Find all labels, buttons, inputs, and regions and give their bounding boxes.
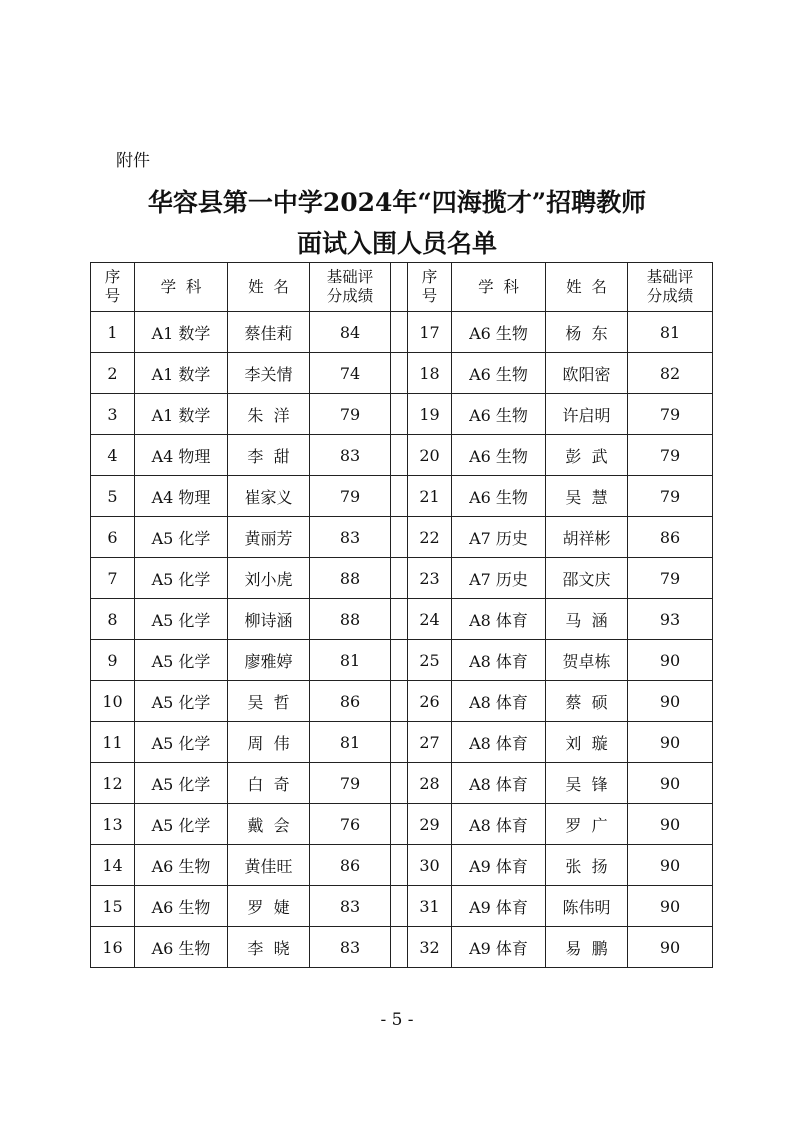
cell-subject: A8 体育 — [452, 804, 546, 845]
header-score-top: 基础评 — [326, 268, 374, 286]
cell-name: 吴 慧 — [546, 476, 628, 517]
column-gap — [391, 394, 408, 435]
header-name: 姓 名 — [546, 263, 628, 312]
cell-name: 蔡佳莉 — [228, 312, 310, 353]
cell-score: 74 — [310, 353, 391, 394]
table-row — [91, 476, 713, 517]
cell-score: 90 — [628, 640, 713, 681]
cell-name: 蔡 硕 — [546, 681, 628, 722]
header-seq-top: 序 — [104, 268, 121, 286]
cell-name: 李 甜 — [228, 435, 310, 476]
cell-name: 陈伟明 — [546, 886, 628, 927]
cell-subject: A6 生物 — [135, 886, 228, 927]
header-seq-top: 序 — [421, 268, 438, 286]
cell-subject: A5 化学 — [135, 558, 228, 599]
table-row — [91, 394, 713, 435]
column-gap — [391, 558, 408, 599]
column-gap — [391, 640, 408, 681]
cell-score: 79 — [310, 394, 391, 435]
cell-subject: A8 体育 — [452, 599, 546, 640]
cell-subject: A9 体育 — [452, 845, 546, 886]
cell-name: 吴 锋 — [546, 763, 628, 804]
cell-score: 81 — [310, 640, 391, 681]
cell-seq: 13 — [91, 804, 135, 845]
cell-subject: A6 生物 — [452, 353, 546, 394]
cell-score: 79 — [628, 394, 713, 435]
header-score-bottom: 分成绩 — [646, 287, 694, 305]
cell-seq: 30 — [408, 845, 452, 886]
cell-seq: 24 — [408, 599, 452, 640]
header-score-bottom: 分成绩 — [326, 287, 374, 305]
table-row — [91, 927, 713, 968]
cell-subject: A8 体育 — [452, 722, 546, 763]
cell-score: 90 — [628, 722, 713, 763]
cell-name: 崔家义 — [228, 476, 310, 517]
cell-name: 彭 武 — [546, 435, 628, 476]
cell-subject: A5 化学 — [135, 763, 228, 804]
cell-score: 76 — [310, 804, 391, 845]
cell-name: 廖雅婷 — [228, 640, 310, 681]
cell-subject: A6 生物 — [135, 845, 228, 886]
header-seq — [91, 263, 135, 312]
cell-score: 83 — [310, 517, 391, 558]
cell-score: 79 — [628, 558, 713, 599]
cell-subject: A1 数学 — [135, 312, 228, 353]
cell-name: 黄佳旺 — [228, 845, 310, 886]
table-body — [91, 312, 713, 968]
cell-subject: A6 生物 — [452, 476, 546, 517]
cell-subject: A5 化学 — [135, 640, 228, 681]
cell-name: 许启明 — [546, 394, 628, 435]
page-title-line1: 华容县第一中学2024年“四海揽才”招聘教师 — [147, 188, 647, 217]
cell-score: 79 — [310, 763, 391, 804]
cell-seq: 31 — [408, 886, 452, 927]
header-score-top: 基础评 — [646, 268, 694, 286]
cell-name: 欧阳密 — [546, 353, 628, 394]
cell-score: 79 — [628, 476, 713, 517]
cell-subject: A1 数学 — [135, 353, 228, 394]
cell-name: 黄丽芳 — [228, 517, 310, 558]
column-gap — [391, 886, 408, 927]
cell-score: 90 — [628, 927, 713, 968]
cell-name: 柳诗涵 — [228, 599, 310, 640]
cell-score: 82 — [628, 353, 713, 394]
cell-seq: 9 — [91, 640, 135, 681]
header-seq-bottom: 号 — [421, 287, 438, 305]
cell-seq: 23 — [408, 558, 452, 599]
cell-score: 79 — [310, 476, 391, 517]
cell-subject: A6 生物 — [452, 435, 546, 476]
cell-seq: 16 — [91, 927, 135, 968]
column-gap — [391, 681, 408, 722]
cell-score: 90 — [628, 886, 713, 927]
cell-seq: 3 — [91, 394, 135, 435]
cell-subject: A6 生物 — [135, 927, 228, 968]
cell-subject: A8 体育 — [452, 640, 546, 681]
cell-seq: 10 — [91, 681, 135, 722]
cell-score: 90 — [628, 804, 713, 845]
header-seq — [408, 263, 452, 312]
table-row — [91, 804, 713, 845]
table-row — [91, 353, 713, 394]
table-row — [91, 845, 713, 886]
column-gap — [391, 353, 408, 394]
cell-score: 79 — [628, 435, 713, 476]
annex-label: 附件 — [116, 151, 150, 171]
cell-name: 戴 会 — [228, 804, 310, 845]
header-score — [310, 263, 391, 312]
table-row — [91, 435, 713, 476]
cell-name: 刘小虎 — [228, 558, 310, 599]
table-row — [91, 681, 713, 722]
table-row — [91, 599, 713, 640]
header-score — [628, 263, 713, 312]
header-subject: 学 科 — [452, 263, 546, 312]
table-row — [91, 722, 713, 763]
cell-name: 李 晓 — [228, 927, 310, 968]
cell-seq: 2 — [91, 353, 135, 394]
cell-score: 90 — [628, 763, 713, 804]
table-row — [91, 886, 713, 927]
cell-name: 杨 东 — [546, 312, 628, 353]
cell-subject: A8 体育 — [452, 763, 546, 804]
cell-score: 88 — [310, 599, 391, 640]
cell-name: 邵文庆 — [546, 558, 628, 599]
cell-subject: A5 化学 — [135, 681, 228, 722]
cell-subject: A6 生物 — [452, 394, 546, 435]
cell-name: 朱 洋 — [228, 394, 310, 435]
header-seq-bottom: 号 — [104, 287, 121, 305]
cell-seq: 11 — [91, 722, 135, 763]
cell-subject: A4 物理 — [135, 476, 228, 517]
cell-seq: 8 — [91, 599, 135, 640]
cell-name: 胡祥彬 — [546, 517, 628, 558]
cell-seq: 28 — [408, 763, 452, 804]
column-gap — [391, 599, 408, 640]
cell-subject: A7 历史 — [452, 558, 546, 599]
header-subject: 学 科 — [135, 263, 228, 312]
cell-seq: 25 — [408, 640, 452, 681]
cell-subject: A9 体育 — [452, 886, 546, 927]
cell-name: 刘 璇 — [546, 722, 628, 763]
cell-name: 吴 哲 — [228, 681, 310, 722]
cell-score: 83 — [310, 886, 391, 927]
cell-seq: 27 — [408, 722, 452, 763]
column-gap — [391, 476, 408, 517]
table-row — [91, 763, 713, 804]
cell-subject: A9 体育 — [452, 927, 546, 968]
page-number: - 5 - — [380, 1010, 414, 1030]
cell-name: 贺卓栋 — [546, 640, 628, 681]
cell-seq: 14 — [91, 845, 135, 886]
column-gap — [391, 804, 408, 845]
cell-seq: 20 — [408, 435, 452, 476]
cell-seq: 15 — [91, 886, 135, 927]
cell-seq: 32 — [408, 927, 452, 968]
cell-seq: 19 — [408, 394, 452, 435]
column-gap — [391, 722, 408, 763]
cell-subject: A5 化学 — [135, 722, 228, 763]
cell-seq: 6 — [91, 517, 135, 558]
column-gap — [391, 517, 408, 558]
cell-score: 83 — [310, 927, 391, 968]
cell-name: 易 鹏 — [546, 927, 628, 968]
cell-subject: A8 体育 — [452, 681, 546, 722]
cell-seq: 5 — [91, 476, 135, 517]
cell-seq: 17 — [408, 312, 452, 353]
cell-seq: 29 — [408, 804, 452, 845]
column-gap — [391, 312, 408, 353]
cell-name: 罗 婕 — [228, 886, 310, 927]
table-row — [91, 558, 713, 599]
table-header-row — [91, 263, 713, 312]
cell-name: 马 涵 — [546, 599, 628, 640]
cell-score: 88 — [310, 558, 391, 599]
cell-score: 86 — [310, 681, 391, 722]
cell-subject: A6 生物 — [452, 312, 546, 353]
cell-score: 90 — [628, 845, 713, 886]
cell-subject: A5 化学 — [135, 804, 228, 845]
cell-subject: A1 数学 — [135, 394, 228, 435]
table-row — [91, 517, 713, 558]
cell-seq: 18 — [408, 353, 452, 394]
cell-score: 86 — [310, 845, 391, 886]
cell-seq: 21 — [408, 476, 452, 517]
cell-score: 90 — [628, 681, 713, 722]
table-row — [91, 312, 713, 353]
cell-name: 李关情 — [228, 353, 310, 394]
page-title-line2: 面试入围人员名单 — [296, 229, 497, 258]
cell-name: 白 奇 — [228, 763, 310, 804]
column-gap — [391, 927, 408, 968]
column-gap — [391, 845, 408, 886]
cell-subject: A5 化学 — [135, 517, 228, 558]
cell-seq: 26 — [408, 681, 452, 722]
cell-score: 84 — [310, 312, 391, 353]
cell-name: 罗 广 — [546, 804, 628, 845]
candidate-table — [90, 262, 713, 968]
cell-score: 93 — [628, 599, 713, 640]
column-gap — [391, 263, 408, 312]
header-name: 姓 名 — [228, 263, 310, 312]
cell-score: 81 — [310, 722, 391, 763]
cell-score: 86 — [628, 517, 713, 558]
cell-subject: A4 物理 — [135, 435, 228, 476]
cell-name: 周 伟 — [228, 722, 310, 763]
cell-seq: 22 — [408, 517, 452, 558]
cell-score: 81 — [628, 312, 713, 353]
cell-seq: 12 — [91, 763, 135, 804]
cell-seq: 1 — [91, 312, 135, 353]
cell-name: 张 扬 — [546, 845, 628, 886]
cell-subject: A5 化学 — [135, 599, 228, 640]
column-gap — [391, 763, 408, 804]
column-gap — [391, 435, 408, 476]
cell-seq: 4 — [91, 435, 135, 476]
cell-score: 83 — [310, 435, 391, 476]
cell-seq: 7 — [91, 558, 135, 599]
cell-subject: A7 历史 — [452, 517, 546, 558]
table-row — [91, 640, 713, 681]
